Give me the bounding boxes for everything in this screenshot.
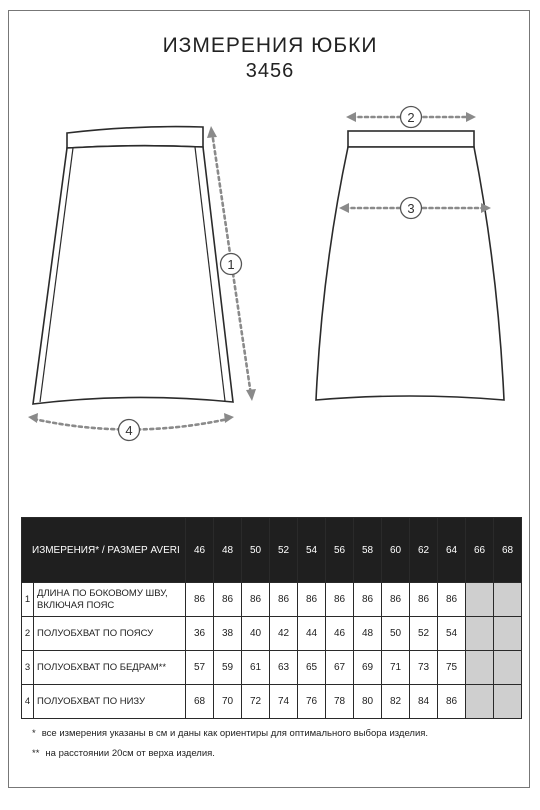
table-cell: 61 [242,651,270,685]
skirt-side-view [33,127,233,404]
marker-1-label: 1 [227,257,235,272]
footnote-2 [32,748,215,759]
footnote-2-mark: ** [32,748,40,759]
table-cell: 72 [242,685,270,719]
table-cell: 75 [438,651,466,685]
table-cell: 86 [186,583,214,617]
table-cell: 74 [270,685,298,719]
table-row [22,617,522,651]
footnote-2-text: на расстоянии 20см от верха изделия. [45,748,215,759]
row-number: 1 [22,583,34,617]
marker-3 [401,198,422,219]
table-cell: 86 [382,583,410,617]
marker-2-label: 2 [407,110,415,125]
table-cell: 73 [410,651,438,685]
arrowhead-1-bottom [246,389,256,401]
table-cell: 86 [270,583,298,617]
table-cell: 57 [186,651,214,685]
size-header: 60 [382,518,410,583]
side-view-body [33,146,233,404]
row-number: 4 [22,685,34,719]
table-cell: 46 [326,617,354,651]
footnote-1-mark: * [32,728,36,739]
table-cell: 52 [410,617,438,651]
arrowhead-1-top [207,126,217,138]
row-number: 2 [22,617,34,651]
unavailable-cell [494,685,522,719]
size-header: 68 [494,518,522,583]
marker-4 [119,420,140,441]
table-cell: 80 [354,685,382,719]
table-cell: 40 [242,617,270,651]
size-header: 58 [354,518,382,583]
arrowhead-2-right [466,112,476,122]
table-row [22,651,522,685]
table-cell: 69 [354,651,382,685]
size-header: 56 [326,518,354,583]
size-header: 62 [410,518,438,583]
table-cell: 86 [298,583,326,617]
marker-4-label: 4 [125,423,133,438]
header-label: ИЗМЕРЕНИЯ* / РАЗМЕР AVERI [22,518,186,583]
table-cell: 63 [270,651,298,685]
marker-1 [221,254,242,275]
arrowhead-4-right [224,413,234,423]
table-cell: 44 [298,617,326,651]
row-label: ПОЛУОБХВАТ ПО БЕДРАМ** [34,651,186,685]
table-row [22,685,522,719]
front-view-waistband [348,131,474,147]
unavailable-cell [466,685,494,719]
size-header-row [22,518,522,583]
article-number: 3456 [245,60,295,82]
table-cell: 86 [410,583,438,617]
size-table [21,517,522,719]
unavailable-cell [466,617,494,651]
table-cell: 86 [242,583,270,617]
table-cell: 50 [382,617,410,651]
table-cell: 82 [382,685,410,719]
table-cell: 71 [382,651,410,685]
table-row [22,583,522,617]
table-cell: 86 [438,583,466,617]
size-header: 66 [466,518,494,583]
side-view-waistband [67,127,203,148]
size-header: 54 [298,518,326,583]
table-cell: 76 [298,685,326,719]
table-cell: 42 [270,617,298,651]
table-cell: 70 [214,685,242,719]
unavailable-cell [466,583,494,617]
row-label: ПОЛУОБХВАТ ПО ПОЯСУ [34,617,186,651]
table-cell: 86 [326,583,354,617]
table-cell: 65 [298,651,326,685]
table-cell: 78 [326,685,354,719]
row-label: ДЛИНА ПО БОКОВОМУ ШВУ, ВКЛЮЧАЯ ПОЯС [34,583,186,617]
size-header: 48 [214,518,242,583]
row-label: ПОЛУОБХВАТ ПО НИЗУ [34,685,186,719]
size-header: 50 [242,518,270,583]
unavailable-cell [494,617,522,651]
table-cell: 48 [354,617,382,651]
unavailable-cell [494,583,522,617]
size-header: 52 [270,518,298,583]
table-cell: 68 [186,685,214,719]
size-header: 46 [186,518,214,583]
size-header: 64 [438,518,466,583]
row-number: 3 [22,651,34,685]
front-view-body [316,147,504,400]
table-cell: 67 [326,651,354,685]
table-cell: 86 [354,583,382,617]
table-cell: 59 [214,651,242,685]
unavailable-cell [466,651,494,685]
footnote-1-text: все измерения указаны в см и даны как ориентиры для оптимального выбора изделия. [41,728,429,739]
table-cell: 36 [186,617,214,651]
arrowhead-2-left [346,112,356,122]
skirt-front-view [316,131,504,400]
arrowhead-4-left [28,413,38,423]
table-cell: 84 [410,685,438,719]
page-title: ИЗМЕРЕНИЯ ЮБКИ [162,34,378,57]
table-cell: 86 [214,583,242,617]
unavailable-cell [494,651,522,685]
table-cell: 54 [438,617,466,651]
table-cell: 38 [214,617,242,651]
footnote-1 [32,728,428,739]
marker-3-label: 3 [407,201,415,216]
table-cell: 86 [438,685,466,719]
marker-2 [401,107,422,128]
